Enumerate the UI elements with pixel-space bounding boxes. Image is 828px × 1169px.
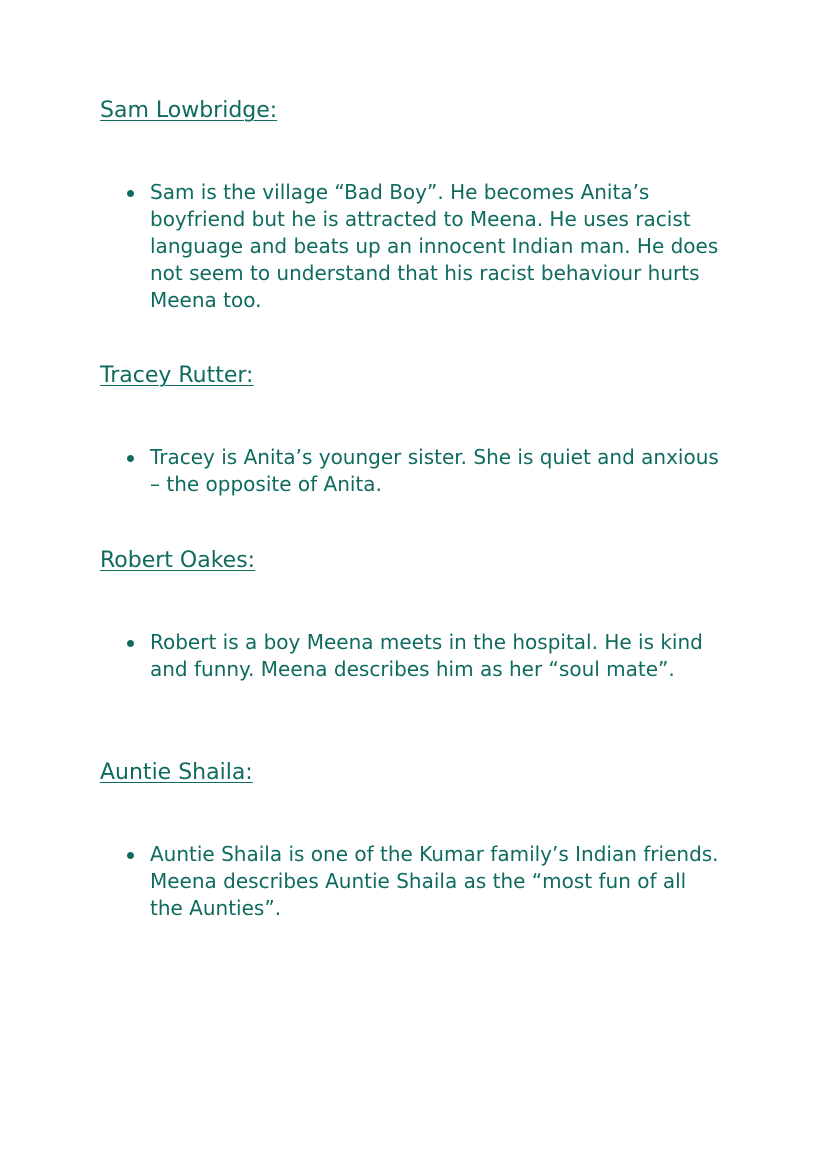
- character-description-list: [100, 629, 740, 683]
- character-description-item: [100, 179, 725, 314]
- bullet-icon: [127, 190, 134, 197]
- character-description-list: [100, 444, 740, 498]
- character-description-text: Auntie Shaila is one of the Kumar family’s Indian friends. Meena describes Auntie Shaila as the “most fun of all the Aunties”.: [150, 842, 719, 920]
- character-description-text: Tracey is Anita’s younger sister. She is quiet and anxious – the opposite of Anita.: [150, 445, 719, 496]
- character-description-list: [100, 841, 740, 922]
- character-description-item: [100, 629, 725, 683]
- character-heading: Sam Lowbridge:: [100, 98, 278, 123]
- character-section-tracey: [100, 363, 740, 498]
- character-description-text: Sam is the village “Bad Boy”. He becomes Anita’s boyfriend but he is attracted to Meena. He uses racist language and beats up an innocent Indian man. He does not seem to understand that his racist behaviour hurts Meena too.: [150, 180, 719, 312]
- bullet-icon: [127, 455, 134, 462]
- character-heading: Tracey Rutter:: [100, 363, 254, 388]
- character-description-text: Robert is a boy Meena meets in the hospital. He is kind and funny. Meena describes him as her “soul mate”.: [150, 630, 703, 681]
- character-description-list: [100, 179, 740, 314]
- character-section-shaila: [100, 760, 740, 922]
- character-heading: Auntie Shaila:: [100, 760, 253, 785]
- character-heading: Robert Oakes:: [100, 548, 256, 573]
- bullet-icon: [127, 640, 134, 647]
- character-section-sam: [100, 98, 740, 314]
- bullet-icon: [127, 852, 134, 859]
- character-section-robert: [100, 548, 740, 683]
- character-description-item: [100, 444, 725, 498]
- character-description-item: [100, 841, 725, 922]
